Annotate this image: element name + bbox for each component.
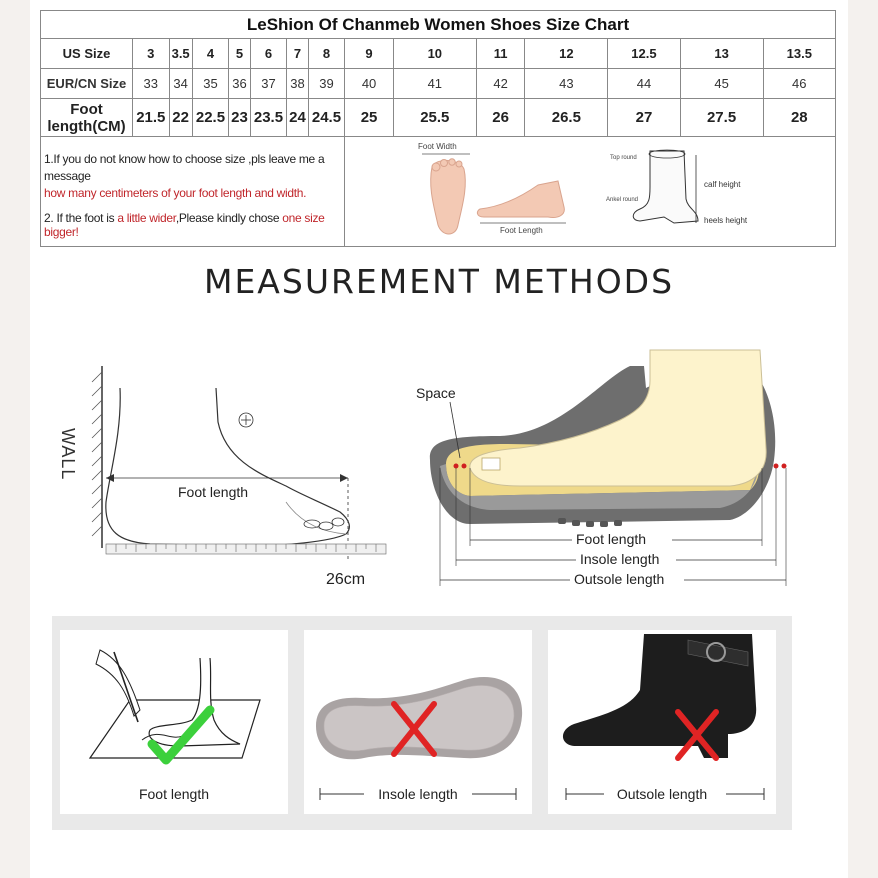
hand-outline [96,650,140,716]
size-cell: 12.5 [608,39,680,69]
foot-width-label: Foot Width [418,142,457,151]
size-cell: 33 [133,69,170,99]
space-label: Space [416,385,456,401]
size-cell: 8 [308,39,345,69]
foot-length-small-label: Foot Length [500,226,543,235]
size-cell: 46 [763,69,835,99]
note-2 [44,211,344,239]
ankle-round-label: Ankel round [606,197,639,203]
top-round-label: Top round [610,155,637,161]
insole-illustration [304,630,532,780]
size-cell: 28 [763,99,835,137]
card-insole-length [304,630,532,814]
boot-illustration [548,630,776,780]
note-2-prefix: 2. If the foot is [44,211,118,225]
size-cell: 26 [476,99,525,137]
size-cell: 23.5 [250,99,287,137]
size-chart-title: LeShion Of Chanmeb Women Shoes Size Chart [41,11,836,39]
size-cell: 35 [192,69,229,99]
card-foot-length [60,630,288,814]
wall-label: WALL [58,428,78,481]
boot-outline [633,151,698,223]
measurement-methods-title: MEASUREMENT METHODS [203,262,675,301]
toe-shape [332,518,344,526]
card-label-insole-length: Insole length [378,786,458,802]
foot-diagram-illustration [388,137,792,241]
size-cell: 27 [608,99,680,137]
toe-shape [304,520,320,528]
calf-height-label: calf height [704,180,741,189]
us-size-row [41,39,836,69]
foot-outline [106,388,350,546]
card-outsole-length [548,630,776,814]
size-cell: 38 [287,69,308,99]
size-cell: 3 [133,39,170,69]
size-cell: 10 [393,39,476,69]
size-cell: 6 [250,39,287,69]
size-cell: 25.5 [393,99,476,137]
note-2-highlight-wider: a little wider [117,211,176,225]
insole-marker-right [782,464,787,469]
foot-trace-illustration [60,630,288,780]
size-cell: 27.5 [680,99,763,137]
size-cell: 43 [525,69,608,99]
size-cell: 21.5 [133,99,170,137]
size-chart-table [40,10,836,247]
size-notes [41,137,345,247]
size-cell: 41 [393,69,476,99]
shoe-insole-length-label: Insole length [580,551,660,567]
ruler-value: 26cm [326,571,366,588]
size-cell: 45 [680,69,763,99]
wall-hatching [92,372,102,536]
heels-height-label: heels height [704,216,748,225]
foot-boot-diagrams [345,137,836,247]
shoe-foot-length-label: Foot length [576,531,647,547]
size-cell: 36 [229,69,250,99]
note-2-highlight-bigger: one size bigger! [44,211,325,239]
note-1-line-2: how many centimeters of your foot length and width. [44,186,307,200]
foot-length-label: Foot length [178,484,249,500]
size-cell: 24 [287,99,308,137]
size-cell: 44 [608,69,680,99]
size-cell: 22.5 [192,99,229,137]
note-2-middle: ,Please kindly chose [175,211,283,225]
row-header: Foot length(CM) [41,99,133,137]
size-cell: 25 [345,99,394,137]
toe-shape [456,161,462,167]
size-cell: 4 [192,39,229,69]
size-cell: 23 [229,99,250,137]
size-cell: 26.5 [525,99,608,137]
outsole-marker-left [454,464,459,469]
size-cell: 34 [169,69,192,99]
size-cell: 13.5 [763,39,835,69]
row-header: EUR/CN Size [41,69,133,99]
card-label-foot-length: Foot length [138,786,210,802]
card-label-outsole-length: Outsole length [616,786,708,802]
size-cell: 5 [229,39,250,69]
row-header: US Size [41,39,133,69]
foot-side-shape [477,181,564,218]
size-cell: 22 [169,99,192,137]
foot-wall-diagram [50,352,390,592]
size-cell: 11 [476,39,525,69]
foot-length-row [41,99,836,137]
insole-marker-left [462,464,467,469]
size-cell: 37 [250,69,287,99]
shoe-outsole-length-label: Outsole length [574,571,665,587]
size-cell: 3.5 [169,39,192,69]
note-1-line-1: 1.If you do not know how to choose size ,pls leave me a message [44,152,325,183]
shoe-cross-section-diagram [410,340,790,590]
toe-shape [319,522,333,530]
size-cell: 40 [345,69,394,99]
note-1 [44,151,344,202]
toe-space [482,458,500,470]
size-cell: 42 [476,69,525,99]
toe-shape [449,159,455,165]
size-cell: 9 [345,39,394,69]
eur-size-row [41,69,836,99]
size-cell: 12 [525,39,608,69]
size-cell: 13 [680,39,763,69]
toe-shape [441,160,448,167]
size-cell: 39 [308,69,345,99]
size-cell: 24.5 [308,99,345,137]
size-cell: 7 [287,39,308,69]
comparison-panel [52,616,792,830]
toe-shape [432,163,440,171]
page-canvas [30,0,848,878]
outsole-marker-right [774,464,779,469]
